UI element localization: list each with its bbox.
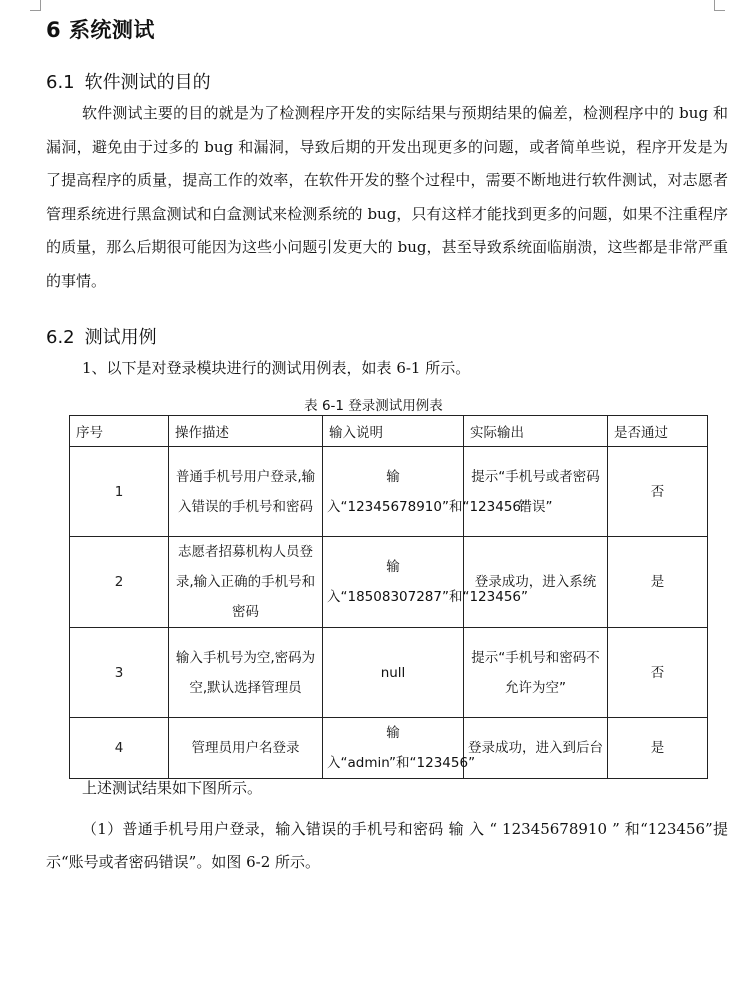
section-heading-6-2 [46,323,157,349]
header-cell: 是否通过 [608,416,708,447]
table-caption: 表 6-1 登录测试用例表 [304,398,443,414]
header-cell: 实际输出 [464,416,608,447]
table-cell: 登录成功，进入系统 [464,537,608,628]
header-cell: 操作描述 [169,416,323,447]
table-cell: 2 [70,537,169,628]
table-cell: 登录成功，进入到后台 [464,718,608,779]
table-cell: 是 [608,718,708,779]
result-intro-text: 上述测试结果如下图所示。 [82,779,263,797]
table-cell: 普通手机号用户登录,输入错误的手机号和密码 [169,447,323,537]
header-cell: 序号 [70,416,169,447]
table-cell: 提示“手机号或者密码错误” [464,447,608,537]
table-cell: 提示“手机号和密码不允许为空” [464,628,608,718]
margin-corner-mark-right [714,0,725,11]
table-cell: 输入“18508307287”和“123456” [323,537,464,628]
table-cell: 是 [608,537,708,628]
purpose-paragraph: 软件测试主要的目的就是为了检测程序开发的实际结果与预期结果的偏差，检测程序中的 bug 和漏洞，避免由于过多的 bug 和漏洞，导致后期的开发出现更多的问题，或者简单些说，程序开发是为了提高程序的质量，提高工作的效率，在软件开发的整个过程中，需要不断地进行软件测试，对志愿者管理系统进行黑盒测试和白盒测试来检测系统的 bug，只有这样才能找到更多的问题，如果不注重程序的质量，那么后期很可能因为这些小问题引发更大的 bug，甚至导致系统面临崩溃，这些都是非常严重的事情。 [46,104,728,290]
table-cell: 3 [70,628,169,718]
section-heading-6-1 [46,68,211,94]
margin-corner-mark-left [30,0,41,11]
table-cell: 4 [70,718,169,779]
table-cell: 输入“admin”和“123456” [323,718,464,779]
login-test-case-table [69,415,708,779]
table-row [70,628,708,718]
table-intro-text: 1、以下是对登录模块进行的测试用例表，如表 6-1 所示。 [82,359,471,377]
chapter-title: 系统测试 [68,18,155,42]
section-title: 软件测试的目的 [84,72,211,93]
table-header-row [70,416,708,447]
table-row [70,718,708,779]
table-cell: 管理员用户名登录 [169,718,323,779]
test-case-1-paragraph: （1）普通手机号用户登录，输入错误的手机号和密码 输 入 “ 12345678910 ” 和“123456”提示“账号或者密码错误”。如图 6-2 所示。 [46,820,728,871]
chapter-number: 6 [46,18,62,42]
section-title: 测试用例 [84,327,157,348]
section-number: 6.1 [46,72,75,93]
table-cell: 否 [608,447,708,537]
section-number: 6.2 [46,327,75,348]
table-cell: 输入手机号为空,密码为空,默认选择管理员 [169,628,323,718]
table-cell: null [323,628,464,718]
header-cell: 输入说明 [323,416,464,447]
table-cell: 否 [608,628,708,718]
table-cell: 输入“12345678910”和“123456” [323,447,464,537]
chapter-heading [46,14,155,44]
table-row [70,537,708,628]
table-cell: 志愿者招募机构人员登录,输入正确的手机号和密码 [169,537,323,628]
table-row [70,447,708,537]
table-cell: 1 [70,447,169,537]
